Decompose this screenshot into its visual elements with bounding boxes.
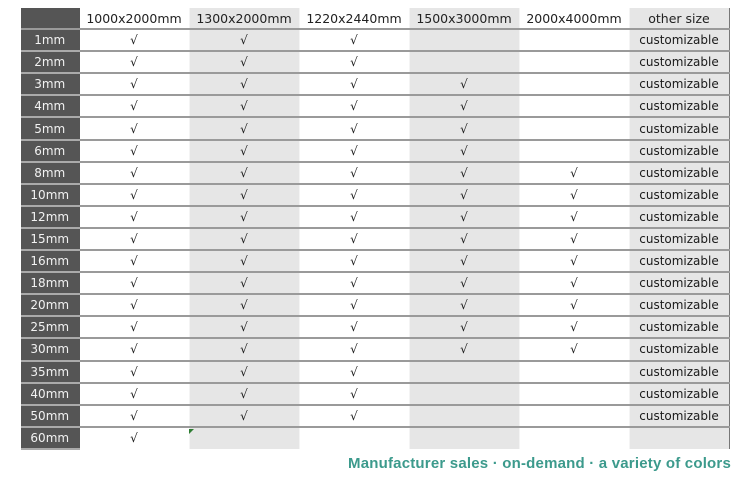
table-row	[21, 383, 729, 405]
availability-cell	[409, 383, 519, 405]
custom-size-cell: customizable	[629, 95, 729, 117]
availability-cell	[409, 405, 519, 427]
custom-size-cell: customizable	[629, 405, 729, 427]
availability-cell: √	[189, 361, 299, 383]
table-row	[21, 316, 729, 338]
custom-size-cell: customizable	[629, 338, 729, 360]
availability-cell	[519, 361, 629, 383]
row-label-thickness: 60mm	[21, 427, 79, 449]
availability-cell: √	[409, 338, 519, 360]
availability-cell	[519, 73, 629, 95]
availability-cell	[519, 95, 629, 117]
row-label-thickness: 40mm	[21, 383, 79, 405]
availability-cell	[519, 140, 629, 162]
custom-size-cell: customizable	[629, 294, 729, 316]
table-row	[21, 228, 729, 250]
availability-cell: √	[189, 405, 299, 427]
row-label-thickness: 15mm	[21, 228, 79, 250]
availability-cell: √	[299, 73, 409, 95]
custom-size-cell: customizable	[629, 51, 729, 73]
availability-cell: √	[79, 250, 189, 272]
availability-cell: √	[189, 316, 299, 338]
footer-tagline: Manufacturer sales · on-demand · a variety of colors	[348, 455, 731, 472]
table-row	[21, 95, 729, 117]
availability-cell: √	[519, 184, 629, 206]
table-row	[21, 272, 729, 294]
availability-cell: √	[519, 294, 629, 316]
availability-cell: √	[409, 162, 519, 184]
availability-cell: √	[189, 228, 299, 250]
availability-cell	[519, 117, 629, 139]
custom-size-cell: customizable	[629, 29, 729, 51]
availability-cell: √	[299, 361, 409, 383]
availability-cell: √	[189, 162, 299, 184]
table-header-row	[21, 8, 729, 29]
availability-cell: √	[519, 206, 629, 228]
availability-cell: √	[79, 117, 189, 139]
availability-cell: √	[299, 338, 409, 360]
availability-cell: √	[79, 272, 189, 294]
availability-cell	[519, 405, 629, 427]
row-label-thickness: 10mm	[21, 184, 79, 206]
availability-cell	[409, 51, 519, 73]
custom-size-cell: customizable	[629, 140, 729, 162]
table-row	[21, 405, 729, 427]
availability-cell: √	[299, 206, 409, 228]
custom-size-cell: customizable	[629, 228, 729, 250]
availability-cell: √	[189, 117, 299, 139]
availability-cell: √	[79, 316, 189, 338]
row-label-thickness: 16mm	[21, 250, 79, 272]
table-row	[21, 184, 729, 206]
custom-size-cell: customizable	[629, 361, 729, 383]
availability-cell: √	[189, 29, 299, 51]
size-thickness-table	[21, 8, 730, 450]
availability-cell: √	[79, 294, 189, 316]
table-row	[21, 361, 729, 383]
availability-cell: √	[79, 383, 189, 405]
cell-comment-marker	[189, 429, 194, 434]
row-label-thickness: 8mm	[21, 162, 79, 184]
availability-cell: √	[79, 162, 189, 184]
availability-cell: √	[79, 51, 189, 73]
column-header: 1500x3000mm	[409, 8, 519, 29]
row-label-thickness: 5mm	[21, 117, 79, 139]
availability-cell: √	[409, 294, 519, 316]
table-row	[21, 294, 729, 316]
row-label-thickness: 1mm	[21, 29, 79, 51]
availability-cell: √	[409, 206, 519, 228]
availability-cell: √	[189, 383, 299, 405]
availability-cell	[519, 383, 629, 405]
availability-cell: √	[409, 184, 519, 206]
row-label-thickness: 30mm	[21, 338, 79, 360]
custom-size-cell: customizable	[629, 206, 729, 228]
custom-size-cell: customizable	[629, 272, 729, 294]
custom-size-cell: customizable	[629, 383, 729, 405]
availability-cell: √	[79, 338, 189, 360]
availability-cell: √	[189, 95, 299, 117]
availability-cell	[299, 427, 409, 449]
availability-cell: √	[519, 338, 629, 360]
availability-cell: √	[409, 117, 519, 139]
table-row	[21, 250, 729, 272]
availability-cell: √	[409, 316, 519, 338]
availability-cell: √	[409, 272, 519, 294]
availability-cell: √	[299, 51, 409, 73]
availability-cell: √	[409, 140, 519, 162]
availability-cell: √	[519, 162, 629, 184]
availability-cell: √	[79, 95, 189, 117]
row-label-thickness: 18mm	[21, 272, 79, 294]
availability-cell: √	[299, 140, 409, 162]
availability-cell: √	[519, 272, 629, 294]
availability-cell	[409, 427, 519, 449]
table-row	[21, 162, 729, 184]
availability-cell: √	[299, 29, 409, 51]
availability-cell: √	[189, 206, 299, 228]
column-header: 1000x2000mm	[79, 8, 189, 29]
row-label-thickness: 6mm	[21, 140, 79, 162]
availability-cell: √	[79, 228, 189, 250]
table-row	[21, 73, 729, 95]
table-row	[21, 206, 729, 228]
availability-cell: √	[409, 73, 519, 95]
availability-cell: √	[519, 250, 629, 272]
availability-cell: √	[519, 316, 629, 338]
availability-cell: √	[409, 95, 519, 117]
availability-cell	[519, 427, 629, 449]
table-row	[21, 117, 729, 139]
row-label-thickness: 35mm	[21, 361, 79, 383]
availability-cell: √	[519, 228, 629, 250]
availability-cell: √	[299, 250, 409, 272]
availability-cell: √	[299, 383, 409, 405]
availability-cell: √	[189, 294, 299, 316]
availability-cell	[189, 427, 299, 449]
availability-cell	[409, 29, 519, 51]
availability-cell: √	[189, 73, 299, 95]
custom-size-cell: customizable	[629, 184, 729, 206]
row-label-thickness: 12mm	[21, 206, 79, 228]
availability-cell: √	[79, 405, 189, 427]
row-label-thickness: 4mm	[21, 95, 79, 117]
availability-cell: √	[299, 95, 409, 117]
custom-size-cell: customizable	[629, 73, 729, 95]
availability-cell: √	[299, 162, 409, 184]
availability-cell: √	[409, 228, 519, 250]
row-label-thickness: 3mm	[21, 73, 79, 95]
availability-cell: √	[79, 361, 189, 383]
custom-size-cell: customizable	[629, 162, 729, 184]
availability-cell: √	[189, 250, 299, 272]
availability-cell: √	[79, 206, 189, 228]
availability-cell: √	[189, 184, 299, 206]
corner-cell	[21, 8, 79, 29]
availability-cell: √	[79, 184, 189, 206]
availability-cell: √	[299, 316, 409, 338]
availability-cell: √	[299, 294, 409, 316]
column-header: other size	[629, 8, 729, 29]
custom-size-cell	[629, 427, 729, 449]
custom-size-cell: customizable	[629, 316, 729, 338]
column-header: 2000x4000mm	[519, 8, 629, 29]
row-label-thickness: 50mm	[21, 405, 79, 427]
column-header: 1220x2440mm	[299, 8, 409, 29]
table-row	[21, 140, 729, 162]
availability-cell: √	[189, 272, 299, 294]
row-label-thickness: 25mm	[21, 316, 79, 338]
availability-cell: √	[79, 427, 189, 449]
availability-cell: √	[409, 250, 519, 272]
availability-cell: √	[189, 338, 299, 360]
availability-cell	[519, 29, 629, 51]
availability-cell	[409, 361, 519, 383]
availability-cell: √	[299, 272, 409, 294]
availability-cell: √	[299, 405, 409, 427]
availability-cell: √	[299, 117, 409, 139]
table-row	[21, 51, 729, 73]
availability-cell: √	[79, 29, 189, 51]
custom-size-cell: customizable	[629, 117, 729, 139]
availability-cell: √	[189, 140, 299, 162]
table-row	[21, 427, 729, 449]
availability-cell	[519, 51, 629, 73]
availability-cell: √	[299, 228, 409, 250]
column-header: 1300x2000mm	[189, 8, 299, 29]
availability-cell: √	[189, 51, 299, 73]
custom-size-cell: customizable	[629, 250, 729, 272]
row-label-thickness: 2mm	[21, 51, 79, 73]
availability-cell: √	[79, 140, 189, 162]
availability-cell: √	[299, 184, 409, 206]
table-row	[21, 29, 729, 51]
table-row	[21, 338, 729, 360]
row-label-thickness: 20mm	[21, 294, 79, 316]
availability-cell: √	[79, 73, 189, 95]
